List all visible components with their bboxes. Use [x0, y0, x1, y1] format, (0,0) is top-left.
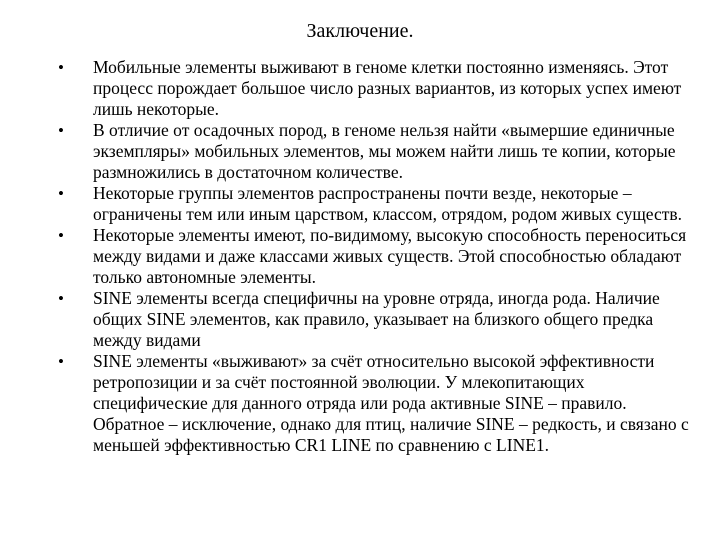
bullet-item — [58, 288, 698, 351]
bullet-item — [58, 351, 698, 456]
bullet-text: Некоторые группы элементов распространены почти везде, некоторые – ограничены тем или иным царством, классом, отрядом, родом живых существ. — [93, 183, 683, 224]
slide-title: Заключение. — [306, 20, 414, 42]
bullet-text: Некоторые элементы имеют, по-видимому, высокую способность переноситься между видами и даже классами живых существ. Этой способностью обладают только автономные элементы. — [93, 225, 687, 287]
bullet-item — [58, 120, 698, 183]
bullet-text: Мобильные элементы выживают в геноме клетки постоянно изменяясь. Этот процесс порождает большое число разных вариантов, из которых успех имеют лишь некоторые. — [93, 57, 682, 119]
bullet-list — [58, 57, 698, 456]
bullet-icon: • — [58, 121, 64, 140]
bullet-icon: • — [58, 58, 64, 77]
bullet-text: SINE элементы «выживают» за счёт относительно высокой эффективности ретропозиции и за счёт постоянной эволюции. У млекопитающих специфические для данного отряда или рода активные SINE – правило. Обратное – исключение, однако для птиц, наличие SINE – редкость, и связано с меньшей эффективностью CR1 LINE по сравнению с LINE1. — [93, 351, 689, 455]
bullet-text: В отличие от осадочных пород, в геноме нельзя найти «вымершие единичные экземпляры» мобильных элементов, мы можем найти лишь те копии, которые размножились в достаточном количестве. — [93, 120, 676, 182]
bullet-icon: • — [58, 352, 64, 371]
bullet-item — [58, 225, 698, 288]
bullet-item — [58, 183, 698, 225]
bullet-text: SINE элементы всегда специфичны на уровне отряда, иногда рода. Наличие общих SINE элементов, как правило, указывает на близкого общего предка между видами — [93, 288, 660, 350]
bullet-icon: • — [58, 226, 64, 245]
bullet-item — [58, 57, 698, 120]
bullet-icon: • — [58, 289, 64, 308]
bullet-icon: • — [58, 184, 64, 203]
